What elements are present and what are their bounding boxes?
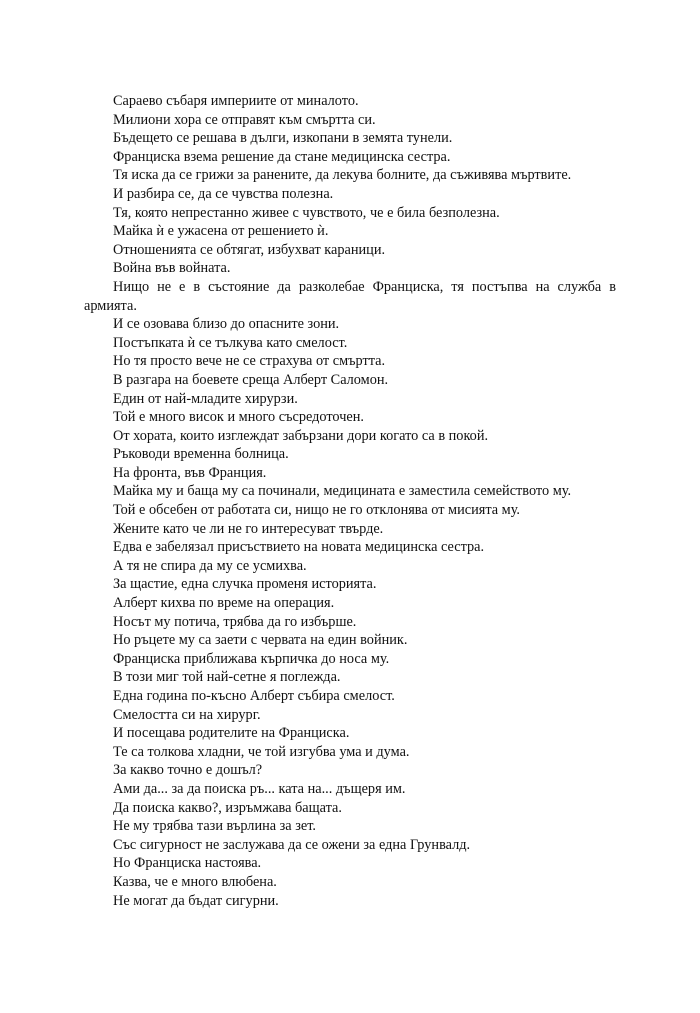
paragraph: В този миг той най-сетне я поглежда. [113,669,341,686]
paragraph: Жените като че ли не го интересуват твърде. [113,520,384,537]
paragraph: Но ръцете му са заети с червата на един войник. [113,632,408,649]
paragraph: Но тя просто вече не се страхува от смъртта. [113,353,386,370]
paragraph: Те са толкова хладни, че той изгубва ума и дума. [113,743,410,760]
paragraph: Той е много висок и много съсредоточен. [113,409,364,426]
paragraph: Носът му потича, трябва да го избърше. [113,613,357,630]
paragraph: Нищо не е в състояние да разколебае Франциска, тя постъпва на служба в армията. [84,278,616,314]
paragraph: Ами да... за да поиска ръ... ката на... дъщеря им. [113,780,406,797]
paragraph: Ръководи временна болница. [113,446,289,463]
paragraph: Със сигурност не заслужава да се ожени за една Грунвалд. [113,836,471,853]
document-body [84,92,616,910]
paragraph: За какво точно е дошъл? [113,762,263,779]
paragraph: Той е обсебен от работата си, нищо не го отклонява от мисията му. [113,502,521,519]
paragraph: Война във войната. [113,260,231,277]
paragraph: Една година по-късно Алберт събира смелост. [113,688,395,704]
paragraph: Не могат да бъдат сигурни. [113,892,279,909]
paragraph: За щастие, една случка променя историята. [113,576,377,593]
paragraph: Тя иска да се грижи за ранените, да лекува болните, да съживява мъртвите. [113,167,572,184]
paragraph: Да поиска какво?, изръмжава бащата. [113,799,342,816]
paragraph: Едва е забелязал присъствието на новата медицинска сестра. [113,539,485,556]
paragraph: Франциска приближава кърпичка до носа му. [113,650,390,667]
paragraph: Сараево събаря империите от миналото. [113,93,359,109]
paragraph: А тя не спира да му се усмихва. [113,557,307,574]
paragraph: Постъпката ѝ се тълкува като смелост. [113,334,348,351]
paragraph: И разбира се, да се чувства полезна. [113,185,334,202]
paragraph: Един от най-младите хирурзи. [113,390,298,407]
paragraph: Бъдещето се решава в дълги, изкопани в земята тунели. [113,130,453,147]
paragraph: На фронта, във Франция. [113,464,267,481]
paragraph: Алберт кихва по време на операция. [113,595,335,612]
paragraph: Франциска взема решение да стане медицинска сестра. [113,148,451,165]
paragraph: И се озовава близо до опасните зони. [113,316,340,333]
paragraph: Тя, която непрестанно живее с чувството, че е била безполезна. [113,204,500,221]
paragraph: От хората, които изглеждат забързани дори когато са в покой. [113,427,489,444]
paragraph: Смелостта си на хирург. [113,706,261,723]
paragraph: И посещава родителите на Франциска. [113,725,350,742]
paragraph: Майка му и баща му са починали, медицината е заместила семейството му. [113,483,572,500]
paragraph: Милиони хора се отправят към смъртта си. [113,111,376,128]
paragraph: Майка ѝ е ужасена от решението ѝ. [113,223,329,240]
paragraph: Но Франциска настоява. [113,855,262,872]
paragraph: Не му трябва тази върлина за зет. [113,818,316,835]
paragraph: Казва, че е много влюбена. [113,873,277,890]
paragraph: Отношенията се обтягат, избухват караници. [113,241,386,258]
paragraph: В разгара на боевете среща Алберт Саломон. [113,371,389,388]
